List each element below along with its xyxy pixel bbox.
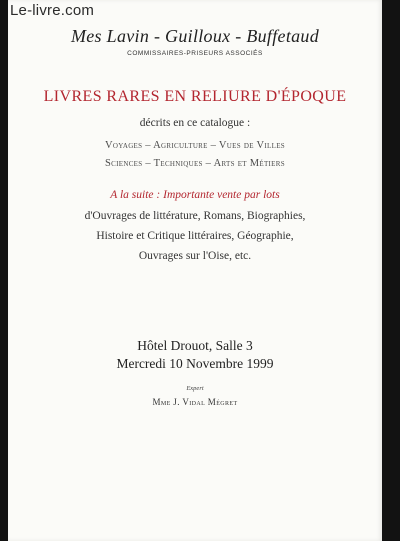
site-watermark: Le-livre.com xyxy=(10,2,95,19)
works-line-1: d'Ouvrages de littérature, Romans, Biographies, xyxy=(84,210,306,222)
auctioneers-names: Mes Lavin - Guilloux - Buffetaud xyxy=(70,26,320,46)
expert-name: Mme J. Vidal Mégret xyxy=(152,397,238,407)
sale-venue: Hôtel Drouot, Salle 3 xyxy=(137,338,253,353)
sale-date: Mercredi 10 Novembre 1999 xyxy=(116,356,274,371)
auctioneers-subtitle: COMMISSAIRES-PRISEURS ASSOCIÉS xyxy=(127,50,263,57)
categories-line-1: Voyages – Agriculture – Vues de Villes xyxy=(105,140,285,151)
works-line-3: Ouvrages sur l'Oise, etc. xyxy=(138,250,252,262)
expert-label: Expert xyxy=(186,385,204,392)
described-text: décrits en ce catalogue : xyxy=(139,117,251,129)
catalogue-cover xyxy=(8,0,382,541)
catalogue-title: LIVRES RARES EN RELIURE D'ÉPOQUE xyxy=(43,88,347,105)
follow-up-sale: A la suite : Importante vente par lots xyxy=(110,189,280,201)
works-line-2: Histoire et Critique littéraires, Géographie, xyxy=(96,230,294,242)
categories-line-2: Sciences – Techniques – Arts et Métiers xyxy=(105,158,285,169)
